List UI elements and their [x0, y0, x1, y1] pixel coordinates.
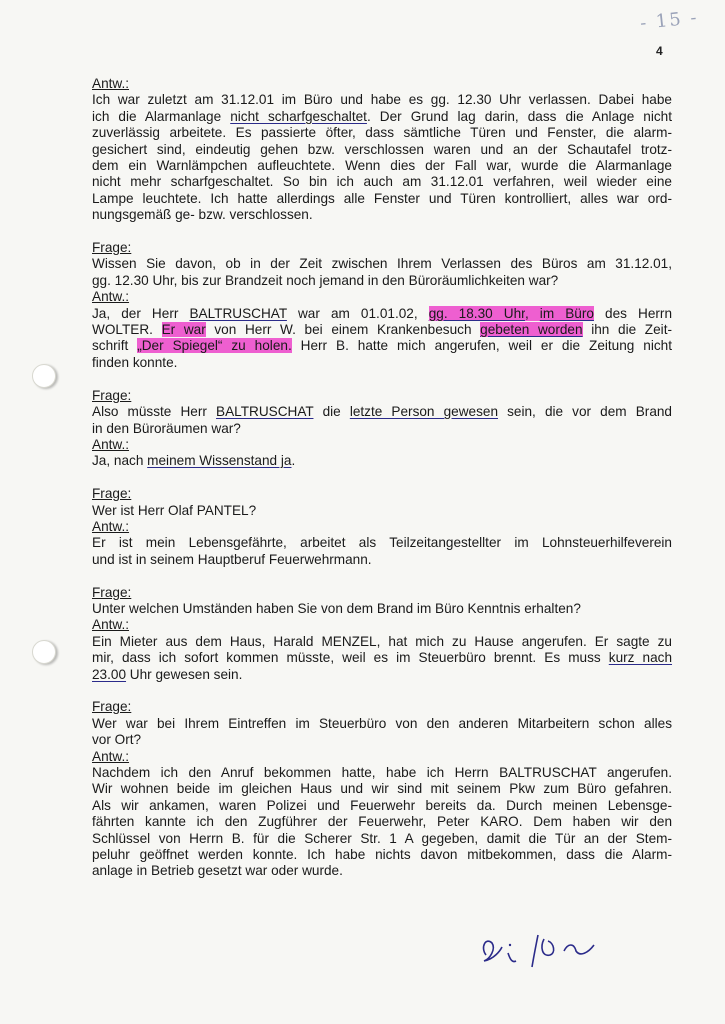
text-line: Als wir ankamen, waren Polizei und Feuerwehr bereits da. Durch meinen Lebensge- [92, 797, 672, 813]
text-line: Unter welchen Umständen haben Sie von dem Brand im Büro Kenntnis erhalten? [92, 600, 581, 616]
highlighted-phrase: gebeten worden [480, 322, 583, 338]
question-label: Frage: [92, 486, 132, 502]
text-line: fährten kannte ich den Zugführer der Feuerwehr, Peter KARO. Dem haben wir den [92, 814, 672, 830]
question-block-2 [92, 240, 672, 371]
text-line: anlage in Betrieb gesetzt war oder wurde. [92, 863, 343, 879]
highlighted-phrase: „Der Spiegel“ zu holen. [137, 338, 292, 354]
text-line: Er ist mein Lebensgefährte, arbeitet als Teilzeitangestellter im Lohnsteuerhilfeverein [92, 535, 672, 551]
text-line: WOLTER. Er war von Herr W. bei einem Krankenbesuch gebeten worden ihn die Zeit- [92, 322, 672, 338]
question-label: Frage: [92, 240, 132, 256]
text-line: mir, dass ich sofort kommen müsste, weil es im Steuerbüro brennt. Es muss kurz nach [92, 650, 673, 666]
question-block-6 [92, 699, 672, 879]
text-line: Ein Mieter aus dem Haus, Harald MENZEL, hat mich zu Hause angerufen. Er sagte zu [92, 633, 672, 649]
text-line: finden konnte. [92, 354, 178, 370]
answer-label: Antw.: [92, 436, 130, 452]
highlighted-phrase: Er war [161, 322, 206, 338]
answer-label: Antw.: [92, 748, 130, 764]
answer-label: Antw.: [92, 518, 130, 534]
answer-label: Antw.: [92, 617, 130, 633]
text-line: dem ein Warnlämpchen aufleuchtete. Wenn dies der Fall war, wurde die Alarmanlage [92, 158, 672, 174]
punch-hole-upper [32, 364, 56, 388]
answer-block-1 [92, 76, 672, 224]
question-block-4 [92, 486, 672, 568]
text-line: Nachdem ich den Anruf bekommen hatte, habe ich Herrn BALTRUSCHAT angerufen. [92, 764, 672, 780]
underlined-phrase: letzte Person gewesen [349, 404, 499, 420]
underlined-phrase: BALTRUSCHAT [189, 305, 287, 321]
underlined-phrase: nicht scharfgeschaltet [230, 108, 367, 124]
text-line: Ich war zuletzt am 31.12.01 im Büro und habe es gg. 12.30 Uhr verlassen. Dabei habe [92, 92, 672, 108]
page-number: 4 [656, 44, 663, 58]
text-line: Wir wohnen beide im gleichen Haus und wir sind mit seinem Pkw zum Büro gefahren. [92, 781, 672, 797]
text-line: Wer war bei Ihrem Eintreffen im Steuerbüro von den anderen Mitarbeitern schon alles [92, 715, 672, 731]
underlined-phrase: 23.00 [92, 666, 127, 682]
text-line: in den Büroräumen war? [92, 420, 241, 436]
text-line: Schlüssel von Herrn B. für die Scherer Str. 1 A gegeben, damit die Tür an der Stem- [92, 830, 672, 846]
punch-hole-lower [32, 640, 56, 664]
text-line: vor Ort? [92, 732, 142, 748]
text-line: ich die Alarmanlage nicht scharfgeschaltet. Der Grund lag darin, dass die Anlage nicht [92, 108, 673, 124]
text-line: Ja, nach meinem Wissenstand ja. [92, 453, 296, 469]
text-line: nungsgemäß ge- bzw. verschlossen. [92, 207, 313, 223]
question-block-3 [92, 388, 672, 470]
underlined-phrase: kurz nach [608, 650, 673, 666]
highlighted-phrase: im Büro [539, 305, 594, 321]
highlighted-phrase: gg. 18.30 Uhr [428, 305, 525, 321]
text-line: nicht mehr scharfgeschaltet. So bin ich auch am 31.12.01 verfahren, weil wieder eine [92, 174, 672, 190]
handwritten-page-mark: - 15 - [639, 6, 700, 35]
text-line: schrift „Der Spiegel“ zu holen. Herr B. hatte mich angerufen, weil er die Zeitung nicht [92, 338, 673, 354]
text-line: Ja, der Herr BALTRUSCHAT war am 01.01.02, gg. 18.30 Uhr, im Büro des Herrn [92, 305, 673, 321]
answer-label: Antw.: [92, 76, 130, 91]
text-line: Wissen Sie davon, ob in der Zeit zwischen Ihrem Verlassen des Büros am 31.12.01, [92, 256, 672, 272]
question-label: Frage: [92, 387, 132, 403]
text-line: Also müsste Herr BALTRUSCHAT die letzte Person gewesen sein, die vor dem Brand [92, 404, 672, 420]
underlined-phrase: meinem Wissenstand ja [147, 453, 292, 469]
text-line: gg. 12.30 Uhr, bis zur Brandzeit noch jemand in den Büroräumlichkeiten war? [92, 272, 559, 288]
question-label: Frage: [92, 699, 132, 715]
text-line: zuverlässig arbeitete. Es passierte öfter, dass sämtliche Türen und Fenster, die alarm- [92, 125, 672, 141]
handwritten-signature [472, 925, 612, 973]
answer-label: Antw.: [92, 289, 130, 305]
protocol-text [92, 76, 672, 896]
question-block-5 [92, 585, 672, 683]
text-line: Wer ist Herr Olaf PANTEL? [92, 502, 257, 518]
underlined-phrase: BALTRUSCHAT [216, 404, 314, 420]
text-line: gesichert sind, eindeutig gehen bzw. verschlossen waren und an der Schautafel trotz- [92, 141, 672, 157]
text-line: peluhr geöffnet werden konnte. Ich habe nichts davon mitbekommen, dass die Alarm- [92, 847, 672, 863]
question-label: Frage: [92, 584, 132, 600]
text-line: und ist in seinem Hauptberuf Feuerwehrmann. [92, 551, 372, 567]
text-line: 23.00 Uhr gewesen sein. [92, 666, 243, 682]
text-line: Lampe leuchtete. Ich hatte allerdings alle Fenster und Türen kontrolliert, alles war ord- [92, 190, 672, 206]
